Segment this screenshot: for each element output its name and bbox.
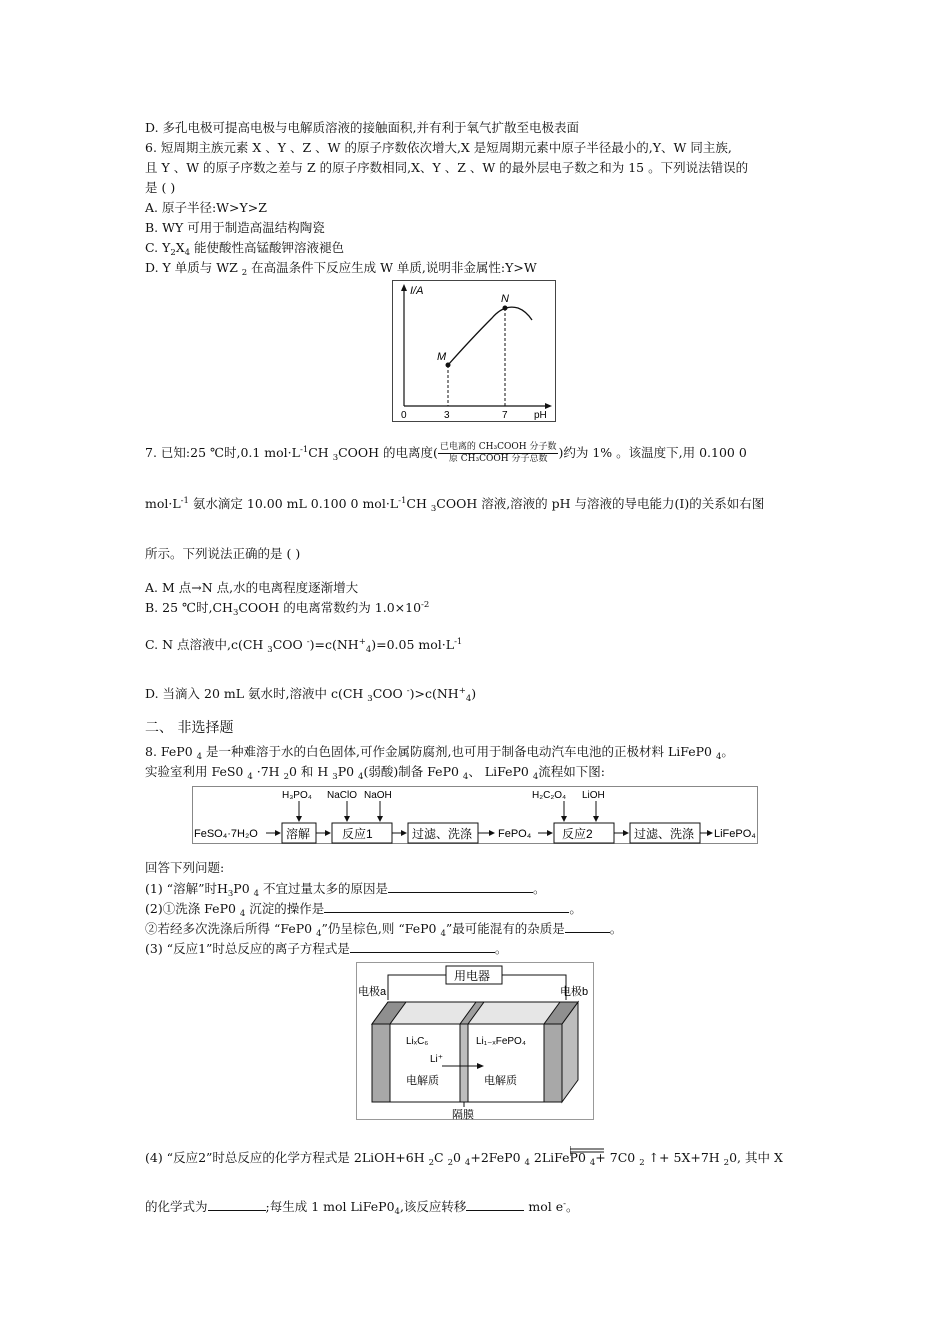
- answer-blank-5[interactable]: [208, 1198, 266, 1211]
- answer-blank-4[interactable]: [350, 940, 495, 953]
- conductivity-curve: [448, 307, 532, 365]
- origin-label: 0: [401, 410, 407, 421]
- point-m-label: M: [437, 351, 447, 363]
- x-axis-label: pH: [534, 410, 547, 421]
- q8-part4: (4) “反应2”时总反应的化学方程式是 2LiOH+6H $_2$C $_2$0 $_4$+2FeP0 $_4$ 2LiFeP0 $_4$+ 7C0 $_2$ ↑+ 5X+7H $_2$0, 其中 X: [145, 1150, 783, 1168]
- flow-step-3: 过滤、洗涤: [412, 827, 473, 841]
- q7-option-b: B. 25 ℃时$,CH_3COOH$ 的电离常数约为 $1.0\times 10^{-2}$: [145, 600, 430, 618]
- flow-step-2: 反应1: [342, 827, 373, 841]
- x-axis-arrow: [545, 403, 552, 409]
- flow-start: FeSO₄·7H₂O: [194, 828, 258, 840]
- flow-step-5: 过滤、洗涤: [634, 827, 695, 841]
- flow-input-naclo: NaClO: [327, 790, 358, 801]
- q6-option-b: B. WY 可用于制造高温结构陶瓷: [145, 220, 325, 235]
- q7-stem-line2: $mol\cdot L^{-1}$ 氨水滴定 10.00 mL 0.100 0 $mol\cdot L^{-1}CH$ $_3$COOH 溶液,溶液的 pH 与溶液的导电能力(I)的关系如右图: [145, 496, 765, 514]
- flow-input-lioh: LiOH: [582, 790, 605, 801]
- q7-stem-line3: 所示。下列说法正确的是 ( ): [145, 546, 301, 561]
- q8-stem-line1: 8. FeP0 $_4$ 是一种难溶于水的白色固体,可作金属防腐剂,也可用于制备电动汽车电池的正极材料 LiFeP0 $_4$。: [145, 744, 734, 762]
- point-n-label: N: [501, 293, 509, 305]
- q8-part4-continued: 的化学式为 ;每生成 1 mol $LiFeP0_4$,该反应转移 mol e-。: [145, 1199, 579, 1217]
- battery-diagram: [356, 962, 594, 1120]
- lithium-ion-label: Li⁺: [430, 1054, 444, 1065]
- y-axis-arrow: [401, 284, 407, 291]
- q6-option-a: A. 原子半径:W>Y>Z: [145, 200, 267, 215]
- q7-option-c: C. N 点溶液中,c(CH $_3$COO $^-)=c(NH^+_4)=0.05$ $mol\cdot L^{-1}$: [145, 637, 463, 655]
- membrane-label: 隔膜: [452, 1109, 474, 1120]
- ionization-fraction: $\frac{\text{已电离的 CH₃COOH 分子数}}{\text{原 CH₃COOH 分子总数}}$: [439, 442, 557, 464]
- conductivity-ph-graph: [392, 280, 556, 422]
- point-m: [446, 363, 451, 368]
- q5-option-d: D. 多孔电极可提高电极与电解质溶液的接触面积,并有利于氧气扩散至电极表面: [145, 120, 579, 135]
- device-label: 用电器: [454, 969, 491, 983]
- q6-stem-line1: 6. 短周期主族元素 X 、Y 、Z 、W 的原子序数依次增大,X 是短周期元素中原子半径最小的,Y、W 同主族,: [145, 140, 732, 155]
- electrolyte-right: 电解质: [484, 1075, 517, 1087]
- q7-stem-line1: 7. 已知:25 ℃时,0.1 $mol\cdot L^{-1}CH$ $_3$COOH 的电离度( $\frac{\text{已电离的 CH₃COOH 分子数}}{\text{原 CH₃COOH 分子总数}}$ )约为 1% 。该温度下,用 0.100 0: [145, 442, 747, 464]
- flow-intermediate: FePO₄: [498, 828, 532, 840]
- q8-part2b: ②若经多次洗涤后所得 “FeP0 $_4$”仍呈棕色,则 “FeP0 $_4$”最可能混有的杂质是 。: [145, 921, 623, 939]
- electrode-a: [372, 1024, 390, 1102]
- answer-blank-3[interactable]: [565, 920, 610, 933]
- process-flowchart: [192, 786, 758, 844]
- q7-option-a: A. M 点→N 点,水的电离程度逐渐增大: [145, 580, 359, 595]
- electrode-b: [544, 1024, 562, 1102]
- equation-equals-sign: [570, 1146, 604, 1156]
- flow-input-h2c2o4: H₂C₂O₄: [532, 790, 567, 801]
- q6-stem-line3: 是 ( ): [145, 180, 176, 195]
- flow-end: LiFePO₄: [714, 828, 756, 840]
- graph-frame: [393, 281, 556, 422]
- x-tick-7: 7: [502, 410, 508, 421]
- electrode-a-label: 电极a: [358, 986, 387, 998]
- flow-input-h3po4: H₃PO₄: [282, 790, 312, 801]
- left-material: LiₓC₆: [406, 1036, 429, 1047]
- point-n: [503, 306, 508, 311]
- q8-part3: (3) “反应1”时总反应的离子方程式是 。: [145, 941, 508, 956]
- answer-blank-6[interactable]: [466, 1198, 524, 1211]
- q6-option-c: C. $Y_2X_4$ 能使酸性高锰酸钾溶液褪色: [145, 240, 345, 258]
- electrode-b-label: 电极b: [560, 986, 589, 998]
- electrolyte-left: 电解质: [406, 1075, 439, 1087]
- q8-part1: (1) “溶解”时$H_3P0$ $_4$ 不宜过量太多的原因是 。: [145, 881, 546, 899]
- membrane: [460, 1024, 468, 1102]
- q6-stem-line2: 且 Y 、W 的原子序数之差与 Z 的原子序数相同,X、Y 、Z 、W 的最外层电子数之和为 15 。下列说法错误的: [145, 160, 749, 175]
- q8-stem-line2: 实验室利用 FeS0 $_4$ ·7H $_2$0 和 H $_3$P0 $_4$(弱酸)制备 FeP0 $_4$、 LiFeP0 $_4$流程如下图:: [145, 764, 605, 782]
- q6-option-d: D. Y 单质与 WZ $_2$ 在高温条件下反应生成 W 单质,说明非金属性:Y>W: [145, 260, 537, 278]
- flow-input-naoh: NaOH: [364, 790, 392, 801]
- wire-left: [388, 975, 446, 1000]
- wire-right: [502, 975, 566, 1000]
- answer-blank-2[interactable]: [324, 900, 569, 913]
- right-material: Li₁₋ₓFePO₄: [476, 1036, 526, 1047]
- y-axis-label: I/A: [410, 285, 424, 297]
- q8-part2a: (2)①洗涤 FeP0 $_4$ 沉淀的操作是 。: [145, 901, 582, 919]
- section-heading: 二、 非选择题: [145, 720, 234, 736]
- q8-answer-intro: 回答下列问题:: [145, 860, 225, 875]
- answer-blank-1[interactable]: [388, 880, 533, 893]
- flow-step-1: 溶解: [286, 827, 311, 841]
- x-tick-3: 3: [444, 410, 450, 421]
- q7-option-d: D. 当滴入 20 mL 氨水时,溶液中 c(CH $_3$COO $^-)>c(NH^+_4)$: [145, 686, 477, 704]
- flow-step-4: 反应2: [562, 827, 593, 841]
